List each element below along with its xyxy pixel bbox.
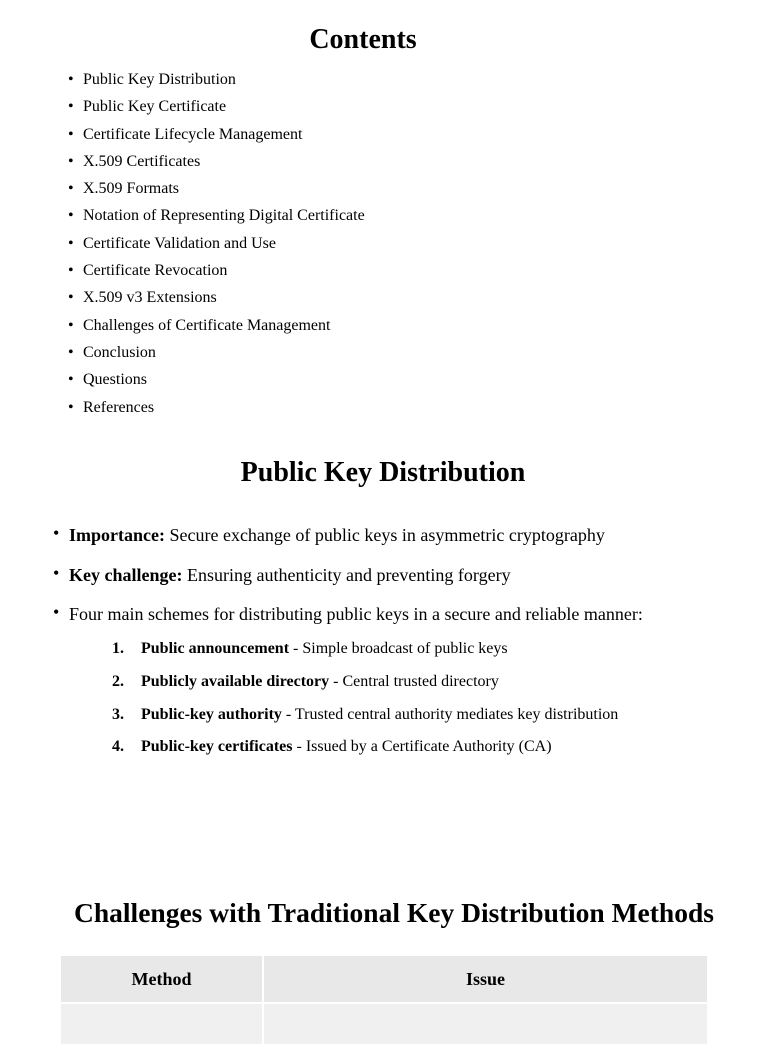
scheme-item [112,731,618,764]
bullet-text: Secure exchange of public keys in asymmetric cryptography [164,525,605,545]
column-header-issue: Issue [263,956,707,1003]
section-title-public-key-distribution: Public Key Distribution [240,457,526,488]
scheme-item [112,666,618,699]
bullet-importance [53,520,753,550]
contents-item: • X.509 v3 Extensions [68,284,365,311]
scheme-number: 2. [112,672,124,690]
contents-title: Contents [309,24,417,55]
scheme-name: Publicly available directory [141,672,330,690]
scheme-name: Public-key authority [141,705,282,723]
section-title-challenges: Challenges with Traditional Key Distribution Methods [74,897,714,928]
table-header-row [61,956,707,1003]
contents-item: • Notation of Representing Digital Certificate [68,202,365,229]
contents-item: • Certificate Lifecycle Management [68,121,365,148]
bullet-label: Key challenge: [69,564,183,585]
bullet-key-challenge [53,560,753,590]
scheme-name: Public announcement [141,640,290,657]
contents-list [68,66,365,421]
challenges-table [61,956,707,1044]
contents-item: • Public Key Distribution [68,66,365,93]
contents-item: • Certificate Validation and Use [68,230,365,257]
scheme-number: 1. [112,640,124,657]
scheme-item [112,699,618,732]
contents-item: • Questions [68,366,365,393]
contents-item: • X.509 Certificates [68,148,365,175]
contents-item: • Challenges of Certificate Management [68,312,365,339]
scheme-number: 3. [112,705,124,723]
bullet-text: Ensuring authenticity and preventing forgery [182,564,511,585]
contents-item: • Public Key Certificate [68,93,365,120]
scheme-description: - Issued by a Certificate Authority (CA) [292,738,552,756]
bullet-four-schemes [53,599,753,629]
scheme-number: 4. [112,738,124,756]
contents-item: • Certificate Revocation [68,257,365,284]
scheme-item [112,633,618,666]
contents-item: • Conclusion [68,339,365,366]
bullet-text: Four main schemes for distributing public keys in a secure and reliable manner: [69,604,643,625]
scheme-description: - Simple broadcast of public keys [289,640,508,657]
scheme-name: Public-key certificates [141,738,293,756]
contents-item: • References [68,394,365,421]
column-header-method: Method [61,956,263,1003]
bullet-label: Importance: [69,525,165,545]
scheme-description: - Trusted central authority mediates key distribution [281,705,619,723]
scheme-description: - Central trusted directory [329,672,499,690]
distribution-bullet-list [53,520,753,639]
schemes-list [112,633,618,764]
contents-item: • X.509 Formats [68,175,365,202]
challenges-table-wrapper [61,956,707,1044]
